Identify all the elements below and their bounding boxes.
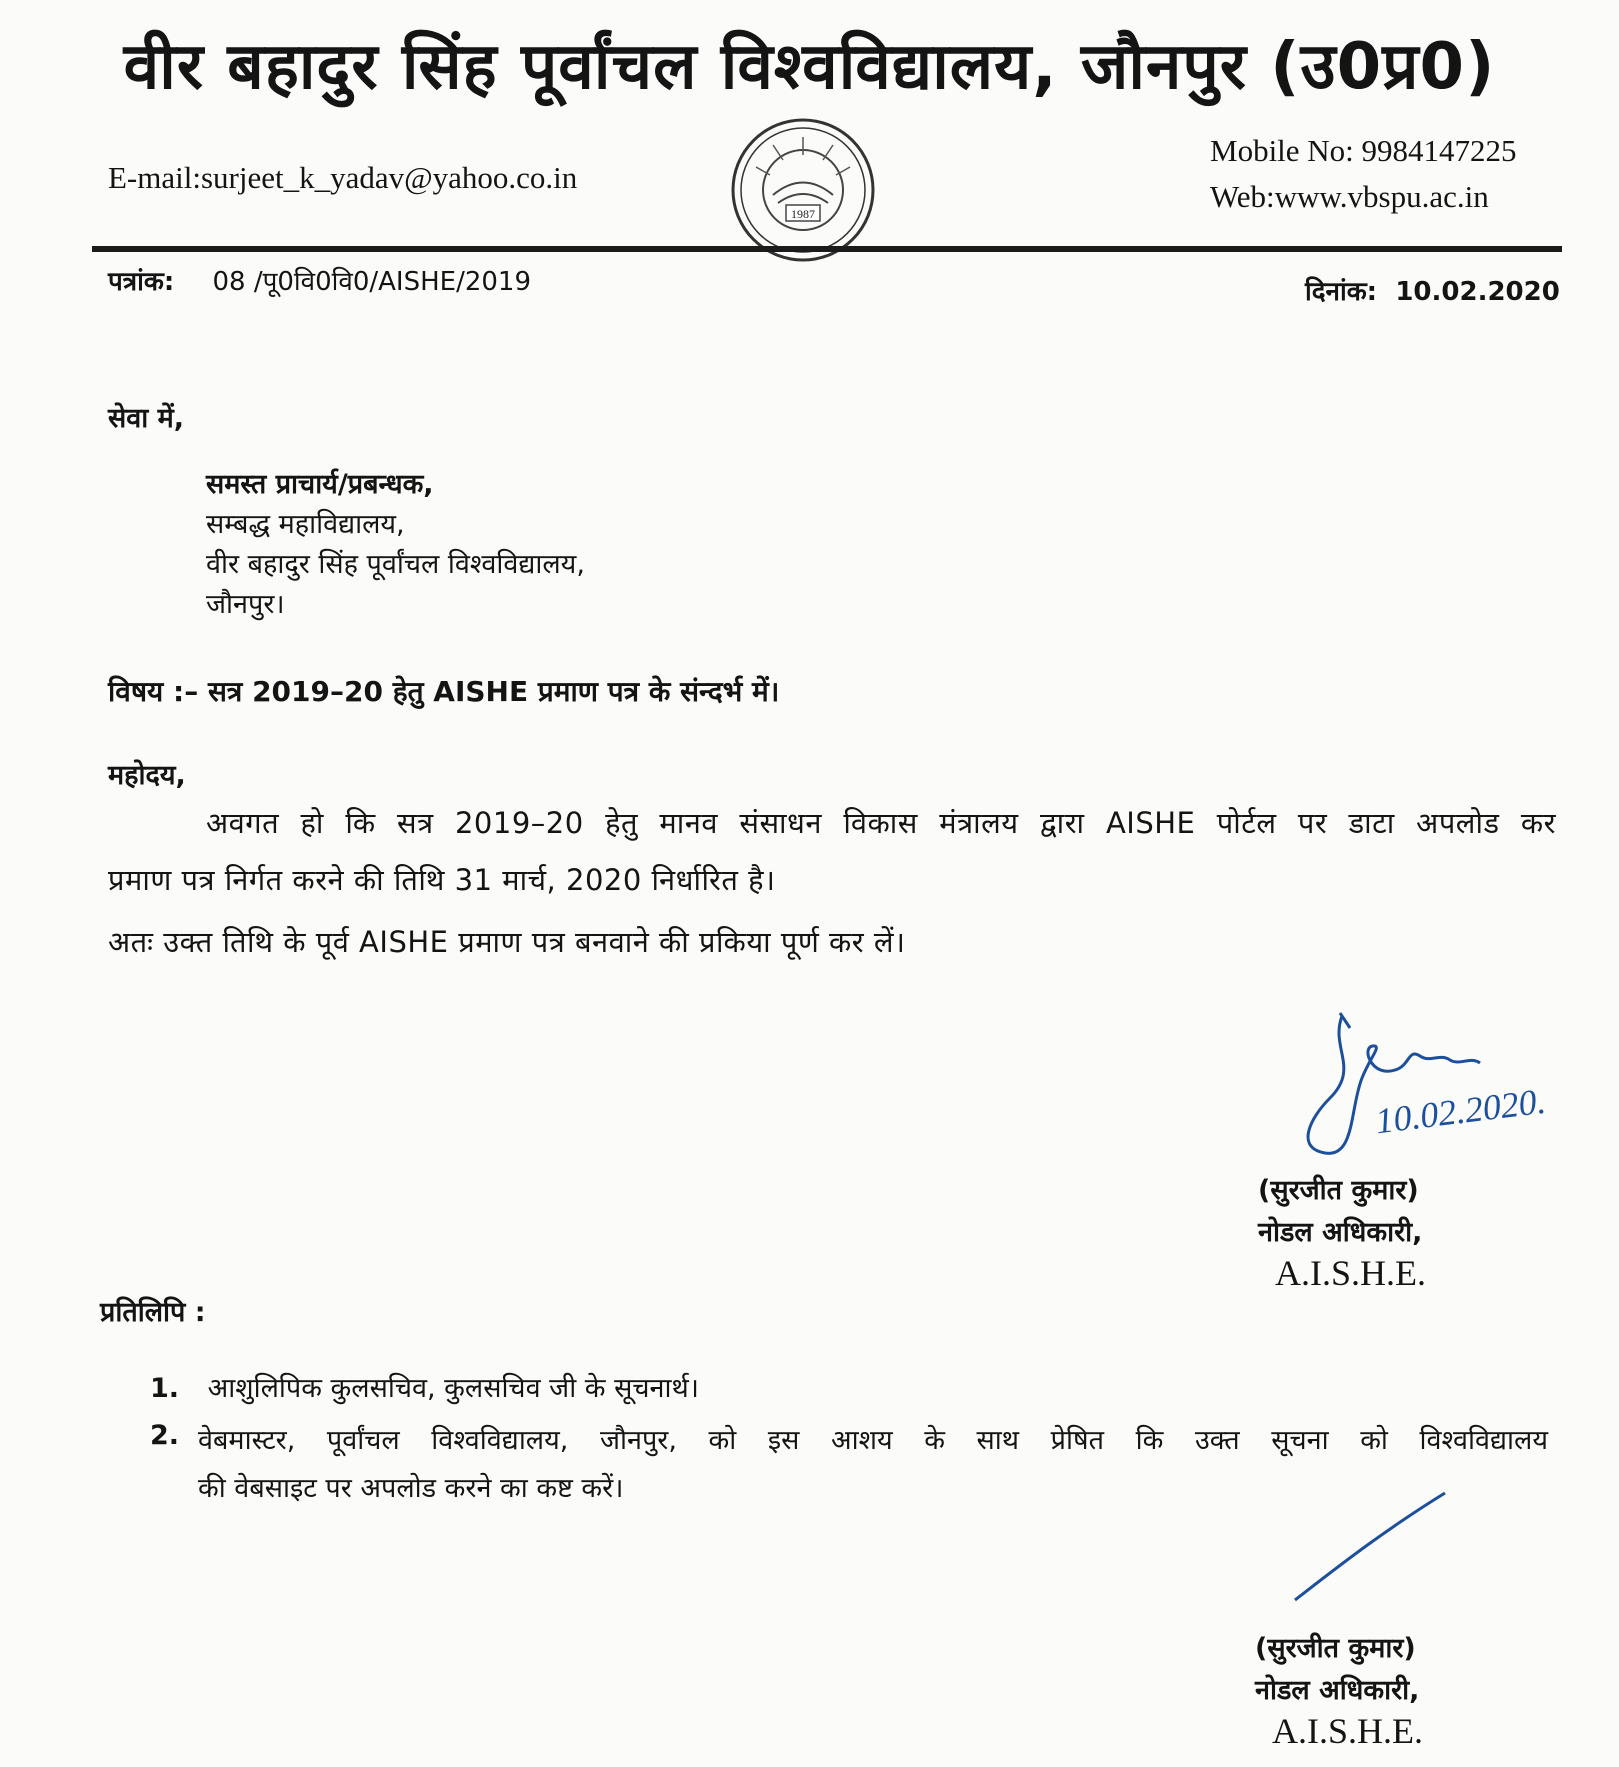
contact-block [1210,128,1517,220]
subject-line: विषय :– सत्र 2019–20 हेतु AISHE प्रमाण पत्र के संन्दर्भ में। [108,675,780,708]
reference-line [108,262,531,298]
copy-item-1 [150,1368,699,1405]
salutation: सेवा में, [108,403,185,434]
signatory-designation-2: नोडल अधिकारी, [1255,1675,1420,1706]
signatory-org: A.I.S.H.E. [1275,1253,1426,1293]
signatory-name-2: (सुरजीत कुमार) [1255,1633,1416,1664]
reference-number: 08 /पू0वि0वि0/AISHE/2019 [212,267,532,297]
mobile-line: Mobile No: 9984147225 [1210,133,1517,168]
reference-label: पत्रांक: [108,267,175,297]
copy-label: प्रतिलिपि : [100,1297,206,1328]
university-title: वीर बहादुर सिंह पूर्वांचल विश्वविद्यालय, जौनपुर (उ0प्र0) [123,30,1496,104]
handwritten-date: 10.02.2020. [1373,1080,1548,1142]
email-line: E-mail:surjeet_k_yadav@yahoo.co.in [108,160,578,195]
date-label: दिनांक: [1305,277,1378,307]
seal-year: 1987 [791,207,815,221]
copy-item-2 [150,1420,179,1451]
list-text: आशुलिपिक कुलसचिव, कुलसचिव जी के सूचनार्थ। [207,1373,699,1404]
list-number: 1. [150,1373,180,1404]
addressee-line: समस्त प्राचार्य/प्रबन्धक, [206,469,434,500]
date-value: 10.02.2020 [1395,277,1560,307]
web-line: Web:www.vbspu.ac.in [1210,179,1489,214]
greeting: महोदय, [108,760,186,791]
date-line [1305,272,1570,308]
handwritten-signature [1290,1008,1619,1168]
signatory-org-2: A.I.S.H.E. [1272,1711,1423,1751]
addressee-line: जौनपुर। [206,589,285,620]
signature-stroke [1290,1488,1450,1608]
copy-item-2-line-1: वेबमास्टर, पूर्वांचल विश्वविद्यालय, जौनपुर, को इस आशय के साथ प्रेषित कि उक्त सूचना को विश्वविद्यालय [198,1425,1548,1456]
copy-item-2-line-2: की वेबसाइट पर अपलोड करने का कष्ट करें। [198,1473,624,1504]
signatory-designation: नोडल अधिकारी, [1258,1217,1423,1248]
addressee-line: सम्बद्ध महाविद्यालय, [206,509,405,540]
list-number: 2. [150,1420,180,1451]
body-line-1: अवगत हो कि सत्र 2019–20 हेतु मानव संसाधन विकास मंत्रालय द्वारा AISHE पोर्टल पर डाटा अपलोड कर [206,806,1556,840]
addressee-block [206,465,585,625]
addressee-line: वीर बहादुर सिंह पूर्वांचल विश्वविद्यालय, [206,549,585,580]
letterhead-divider [92,246,1562,252]
body-line-2: प्रमाण पत्र निर्गत करने की तिथि 31 मार्च, 2020 निर्धारित है। [108,863,776,897]
signatory-name: (सुरजीत कुमार) [1258,1175,1419,1206]
university-seal-logo [728,115,878,265]
body-line-3: अतः उक्त तिथि के पूर्व AISHE प्रमाण पत्र बनवाने की प्रकिया पूर्ण कर लें। [108,925,906,959]
